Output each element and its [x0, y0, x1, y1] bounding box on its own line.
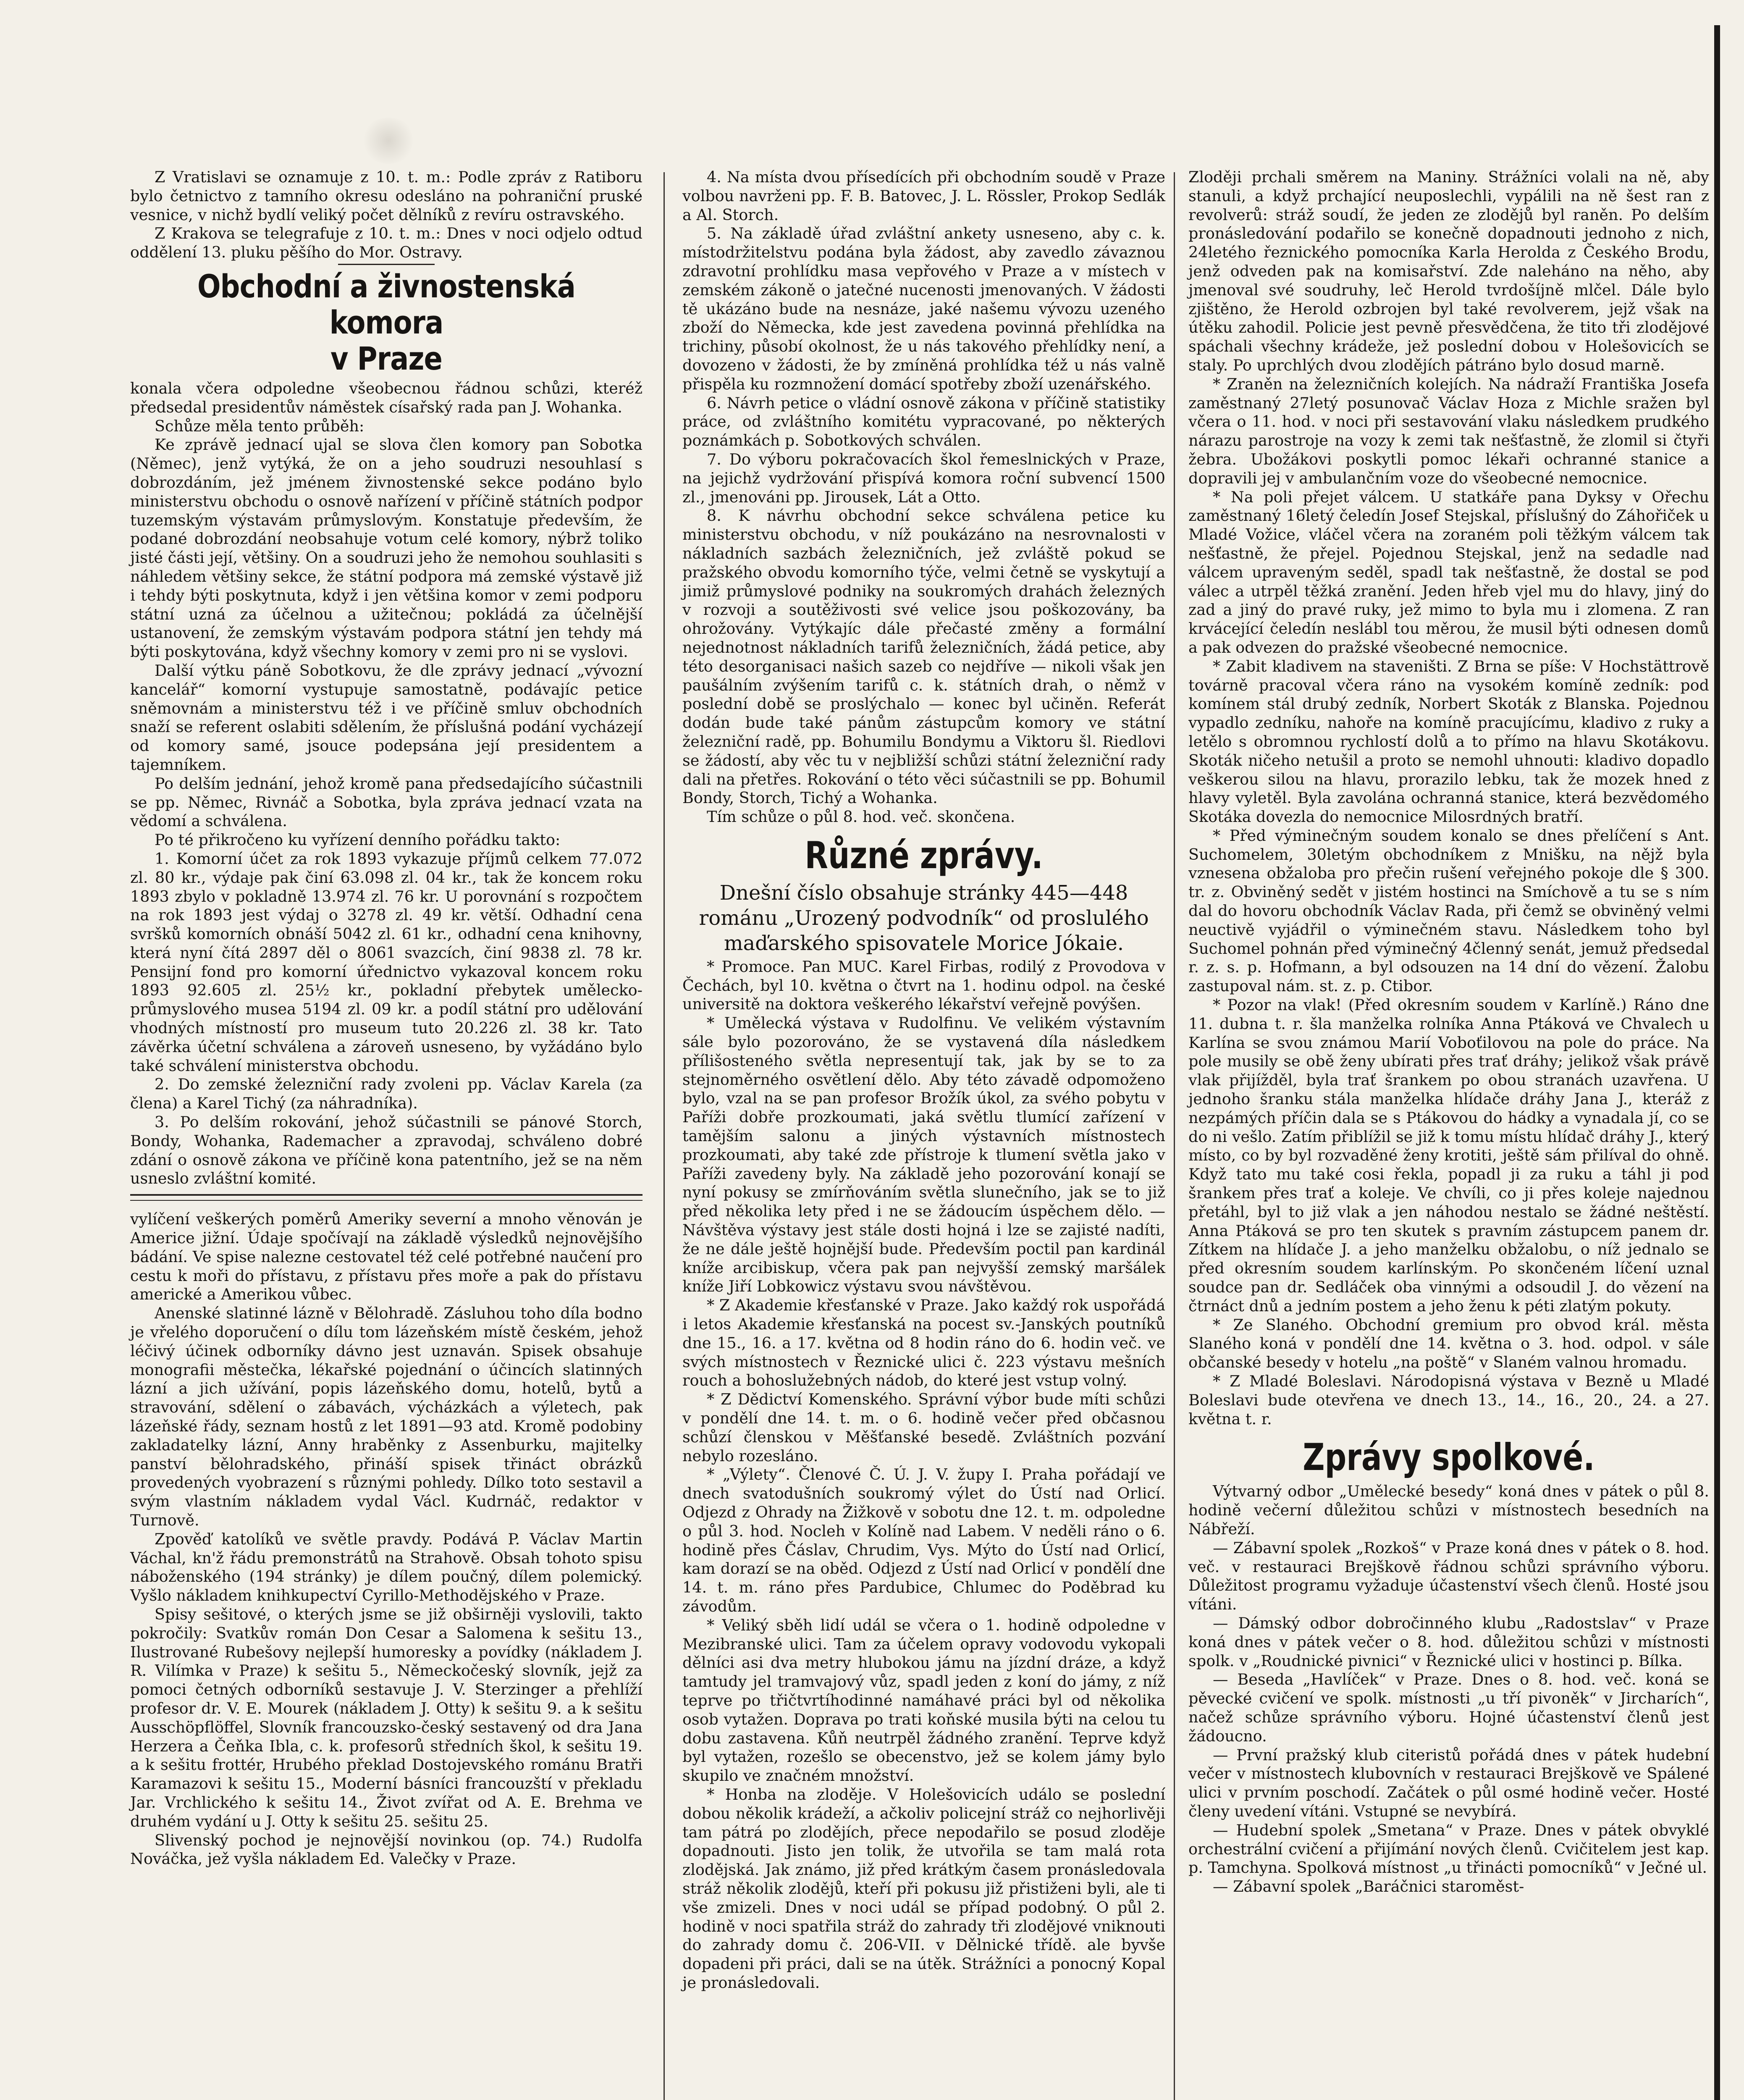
news-item: * Před výminečným soudem konalo se dnes přelíčení s Ant. Suchomelem, 30letým obchodníkem z Mnišku, na nějž byla vznesena obžaloba pro přečin rušení veřejného pokoje dle § 300. tr. z. Obviněný sedět v jistém hostinci na Smíchově a tu se s ním dal do hovoru obchodník Václav Rada, při čemž se obviněný velmi neuctivě vyjádřil o výminečném stavu. Následkem toho byl Suchomel pohnán před výminečný 4členný senát, jemuž předsedal r. z. s. p. Hofmann, a byl odsouzen na 14 dní do vězení. Žalobu zastupoval nám. st. z. p. Ctibor. [1188, 826, 1709, 995]
page-edge-rule [1714, 25, 1720, 2100]
column-divider-1 [664, 172, 665, 2100]
review-paragraph: Anenské slatinné lázně v Bělohradě. Zásluhou toho díla bodno je vřelého doporučení o dílu tom lázeňském místě českém, jehož léčivý účinek odborníky dávno jest uznaván. Spisek obsahuje monografii městečka, lékařské pojednání o účincích slatinných lázní a jich užívání, popis lázeňského domu, hotelů, bytů a stravování, sdělení o zábavách, výcházkách a výletech, pak lázeňské řády, seznam hostů z let 1891—93 atd. Kromě podobiny zakladatelky lázní, Anny hraběnky z Assenburku, majitelky panství bělohradského, přináší spisek třináct obrázků provedených vyobrazení s různými pohledy. Dílko toto sestavil a svým vlastním nákladem vydal Václ. Kudrnáč, redaktor v Turnově. [130, 1304, 643, 1529]
article-paragraph: Další výtku páně Sobotkovu, že dle zprávy jednací „vývozní kancelář“ komorní vystupuje samostatně, podávajíc petice sněmovnám a ministerstvu též i ve příčině smluv obchodních snaží se referent oslabiti sdělením, že příslušná podání vycházejí od komory samé, jsouce podepsána její presidentem a tajemníkem. [130, 661, 643, 774]
club-notice: — První pražský klub citeristů pořádá dnes v pátek hudební večer v místnostech klubovních v restauraci Brejškově ve Spálené ulici v prvním poschodí. Začátek o půl osmé hodině večer. Hosté členy uvedení vítáni. Vstupné se nevybírá. [1188, 1746, 1709, 1820]
news-item: * Veliký sběh lidí udál se včera o 1. hodině odpoledne v Mezibranské ulici. Tam za účelem opravy vodovodu vykopali dělníci asi dva metry hlubokou jámu na jízdní dráze, a když tamtudy jel tramvajový vůz, spadl jeden z koní do jámy, z níž teprve po třičtvrtíhodinné namáhavé práci byl od několika osob vytažen. Doprava po trati koňské musila býti na celou tu dobu zastavena. Kůň neutrpěl žádného zranění. Teprve když byl vytažen, rozešlo se obecenstvo, jež se kolem jámy bylo skupilo ve značném množství. [682, 1616, 1165, 1785]
article-paragraph: 4. Na místa dvou přísedících při obchodním soudě v Praze volbou navrženi pp. F. B. Batovec, J. L. Rössler, Prokop Sedlák a Al. Storch. [682, 168, 1165, 224]
news-item: Zloději prchali směrem na Maniny. Strážníci volali na ně, aby stanuli, a když prchající neuposlechli, vypálili na ně šest ran z revolverů: stráž soudí, že jeden ze zlodějů byl raněn. Po delším pronásledování podařilo se konečně dopadnouti jednoho z nich, 24letého řeznického pomocníka Karla Herolda z Českého Brodu, jenž odveden pak na komisařství. Zde naleháno na něho, aby jmenoval své soudruhy, leč Herold tvrdošíjně mlčel. Dále bylo zjištěno, že Herold ozbrojen byl také revolverem, jejž však na útěku zahodil. Policie jest pevně přesvědčena, že tito tři zlodějové spáchali všechny krádeže, jež poslední dobou v Holešovicích se staly. Po uprchlých dvou zlodějích pátráno bylo dosud marně. [1188, 168, 1709, 374]
double-divider [130, 1194, 643, 1201]
article-paragraph: 7. Do výboru pokračovacích škol řemeslnických v Praze, na jejichž vydržování přispívá komora roční subvencí 1500 zl., jmenováni pp. Jirousek, Lát a Otto. [682, 450, 1165, 506]
article-paragraph: 8. K návrhu obchodní sekce schválena petice ku ministerstvu obchodu, v níž poukázáno na nesrovnalosti v nákladních sazbách železničních, jež zvláště pokud se pražského obvodu komorního týče, velmi četně se vyskytují a jimiž průmyslové podniky na soukromých drahách železných v rozvoji a soutěživosti své velice jsou poškozovány, ba ohrožovány. Vytýkajíc dále přečasté změny a formální nejednotnost nákladních tarifů železničních, žádá petice, aby této desorganisaci našich sazeb co nejdříve — nikoli však jen paušálním zvýšením tarifů c. k. státních drah, o němž v poslední době se proslýchalo — konec byl učiněn. Referát dodán bude také pánům zástupcům komory ve státní železniční radě, pp. Bohumilu Bondymu a Viktoru šl. Riedlovi se žádostí, aby věc tu v nejbližší schůzi státní železniční rady dali na přetřes. Rokování o této věci súčastnili se pp. Bohumil Bondy, Storch, Tichý a Wohanka. [682, 507, 1165, 807]
article-paragraph: Tím schůze o půl 8. hod. več. skončena. [707, 808, 1015, 826]
club-notice: — Zábavní spolek „Baráčnici staroměst- [1213, 1877, 1524, 1896]
article-paragraph: Po delším jednání, jehož kromě pana předsedajícího súčastnili se pp. Němec, Rivnáč a Sobotka, byla zpráva jednací vzata na vědomí a schválena. [130, 774, 643, 830]
news-item-krakow: Z Krakova se telegrafuje z 10. t. m.: Dnes v noci odjelo odtud oddělení 13. pluku pěšího do Mor. Ostravy. [130, 224, 643, 262]
news-item: * Umělecká výstava v Rudolfinu. Ve velikém výstavním sále bylo pozorováno, že se vystavená díla následkem přílišosteného světla nepresentují tak, jak by se to za stejnoměrného osvětlení dělo. Aby této závadě odpomoženo bylo, vzal na se pan profesor Brožík úkol, za svého pobytu v Paříži dobře prozkoumati, jaká světlu tlumící zařízení v tamějším salonu a jiných výstavních místnostech prozkoumati, aby také zde přístroje k tlumení světla jako v Paříži zavedeny byly. Na základě jeho pozorování konají se nyní pokusy se zmírňováním světla slunečního, jak se to již před několika lety před i ne se žádoucím úspěchem dělo. — Návštěva výstavy jest stále dosti hojná i lze se zajisté nadíti, že ne dále ještě hojnější bude. Především poctil pan kardinál kníže arcibiskup, včera pak pan nejvyšší zemský maršálek kníže Jiří Lobkowicz výstavu svou návštěvou. [682, 1014, 1165, 1296]
club-notice: — Beseda „Havlíček“ v Praze. Dnes o 8. hod. več. koná se pěvecké cvičení ve spolk. místnosti „u tří pivoněk“ v Jircharích“, načež schůze správního výboru. Hojné účastenství členů jest žádoucno. [1188, 1670, 1709, 1745]
news-item: * Honba na zloděje. V Holešovicích událo se poslední dobou několik krádeží, a ačkoliv policejní stráž co nejhorlivěji tam pátrá po zlodějích, přece nepodařilo se posud zloděje dopadnouti. Jisto jen tolik, že utvořila se tam malá rota zlodějská. Jak známo, již před krátkým časem pronásledovala stráž několik zlodějů, kteří při pokusu již přistiženi byli, ale ti vše zmizeli. Dnes v noci udál se případ podobný. O půl 2. hodině v noci spatřila stráž do zahrady tři zlodějové vniknouti do zahrady domu č. 206-VII. v Dělnické třídě. ale byvše dopadeni při práci, dali se na útěk. Strážníci a ponocný Kopal je pronásledovali. [682, 1785, 1165, 1992]
news-item: * Ze Slaného. Obchodní gremium pro obvod král. města Slaného koná v pondělí dne 14. května o 3. hod. odpol. v sále občanské besedy v hotelu „na poště“ v Slaném valnou hromadu. [1188, 1315, 1709, 1372]
article-paragraph: 3. Po delším rokování, jehož súčastnili se pánové Storch, Bondy, Wohanka, Rademacher a zpravodaj, schváleno dobré zdání o osnově zákona ve příčině kona patentního, jež se na něm usneslo zvláštní komité. [130, 1113, 643, 1188]
news-item: * Promoce. Pan MUC. Karel Firbas, rodilý z Provodova v Čechách, byl 10. května o čtvrt na 1. hodinu odpol. na české universitě na doktora veškerého lékařství veřejně povýšen. [682, 957, 1165, 1013]
news-item: * Zraněn na železničních kolejích. Na nádraží Františka Josefa zaměstnaný 27letý posunovač Václav Hoza z Michle sražen byl včera o 11. hod. v noci při sestavování vlaku následkem prudkého nárazu parostroje na vozy k zemi tak nešťastně, že zlomil si čtyři žebra. Ubožákovi poskytli pomoc lékaři ochranné stanice a dopravili jej v ambulančním voze do všeobecné nemocnice. [1188, 375, 1709, 487]
article-paragraph: Ke zprávě jednací ujal se slova člen komory pan Sobotka (Němec), jenž vytýká, že on a jeho soudruzi nesouhlasí s dobrozdáním, jež jménem živnostenské sekce podáno bylo ministerstvu obchodu o osnově nařízení v příčině státních podpor tuzemským výstavám průmyslovým. Konstatuje především, že podané dobrozdání neobsahuje votum celé komory, nýbrž toliko jisté části její, většiny. On a soudruzi jeho že nemohou souhlasiti s náhledem většiny sekce, že státní podpora má zemské výstavě již i tehdy býti poskytnuta, když i jen většina komor v zemi podporu státní uzná za účelnou a užitečnou; pokládá za účelnější ustanovení, že zemským výstavám podpora státní jen tehdy má býti poskytována, když všechny komory v zemi pro ni se vyslovi. [130, 436, 643, 661]
article-paragraph: 5. Na základě úřad zvláštní ankety usneseno, aby c. k. místodržitelstvu podána byla žádost, aby zavedlo závaznou zdravotní prohlídku masa vepřového v Praze a v místech v zemském zákoně o jatečné nucenosti jmenovaných. V žádosti tě ukázáno bude na nesnáze, jaké našemu vývozu uzeného zboží do Německa, kde jest zavedena povinná přehlídka na trichiny, působí okolnost, že u nás takového přehlídky není, a dovozeno v žádosti, že by zmíněná prohlídka též u nás valně přispěla ku rozmnožení domácí spotřeby zboží uzenářského. [682, 224, 1165, 393]
news-item: * Z Mladé Boleslavi. Národopisná výstava v Bezně u Mladé Boleslavi bude otevřena ve dnech 13., 14., 16., 20., 24. a 27. května t. r. [1188, 1372, 1709, 1428]
article-paragraph: Po té přikročeno ku vyřízení denního pořádku takto: [155, 831, 561, 849]
news-item: * Z Dědictví Komenského. Správní výbor bude míti schůzi v pondělí dne 14. t. m. o 6. hodině večer před občasnou schůzí členskou v Měšťanské besedě. Zvláštních pozvání nebylo rozesláno. [682, 1390, 1165, 1465]
headline-line-1: Obchodní a živnostenská komora [197, 267, 576, 341]
article-paragraph: 6. Návrh petice o vládní osnově zákona v příčině statistiky práce, od zvláštního komitétu vypracované, po některých poznámkách p. Sobotkových schválen. [682, 394, 1165, 450]
news-item: * „Výlety“. Členové Č. Ú. J. V. župy I. Praha pořádají ve dnech svatodušních soukromý výlet do Ústí nad Orlicí. Odjezd z Ohrady na Žižkově v sobotu dne 12. t. m. odpoledne o půl 3. hod. Nocleh v Kolíně nad Labem. V neděli ráno o 6. hodině přes Čáslav, Chrudim, Vys. Mýto do Ústí nad Orlicí, kam dorazí se na oběd. Odjezd z Ústí nad Orlicí v pondělí dne 14. t. m. ráno přes Pardubice, Chlumec do Poděbrad ku závodům. [682, 1465, 1165, 1615]
headline-line-2: v Praze [330, 339, 442, 377]
review-paragraph: vylíčení veškerých poměrů Ameriky severní a mnoho věnován je Americe jižní. Údaje spočívají na základě výsledků nejnovějšího bádání. Ve spise nalezne cestovatel též celé potřebné naučení pro cestu k moři do přístavu, z přístavu přes moře a pak do přístavu americké a Amerikou vůbec. [130, 1210, 643, 1304]
news-item-vratislav: Z Vratislavi se oznamuje z 10. t. m.: Podle zpráv z Ratiboru bylo četnictvo z tamního okresu odesláno na pohraniční pruské vesnice, v nichž bydlí veliký počet dělníků z revíru ostravského. [130, 168, 643, 224]
section-heading-various: Různé zprávy. [805, 833, 1043, 877]
news-item: * Zabit kladivem na staveništi. Z Brna se píše: V Hochstättrově továrně pracoval včera ráno na vysokém komíně zedník: pod komínem stál drubý zedník, Norbert Skoták z Blanska. Pojednou vypadlo zedníku, nahoře na komíně pracujícímu, kladivo z ruky a letělo s obromnou rychlostí dolů a to přímo na hlavu Skotákovu. Skoták ničeho netušil a proto se nemohl uhnouti: kladivo dopadlo veškerou silou na hlavu, prorazilo lebku, tak že mozek hned z hlavy vyletěl. Byla zavolána ochranná stanice, která bezvědomého Skotáka dovezla do nemocnice Milosrdných bratří. [1188, 657, 1709, 826]
article-paragraph: 2. Do zemské železniční rady zvoleni pp. Václav Karela (za člena) a Karel Tichý (za náhradníka). [130, 1075, 643, 1113]
news-item: * Z Akademie křesťanské v Praze. Jako každý rok uspořádá i letos Akademie křesťanská na pocest sv.-Janských poutníků dne 15., 16. a 17. května od 8 hodin ráno do 6. hodin več. ve svých místnostech v Řeznické ulici č. 223 výstavu mešních rouch a bohoslužebných nádob, do které jest vstup volný. [682, 1296, 1165, 1390]
review-paragraph: Slivenský pochod je nejnovější novinkou (op. 74.) Rudolfa Nováčka, jež vyšla nákladem Ed. Valečky v Praze. [130, 1831, 643, 1868]
column-3 [1188, 168, 1709, 1896]
article-paragraph: Schůze měla tento průběh: [155, 417, 365, 435]
headline-chamber [166, 268, 606, 377]
article-paragraph: konala včera odpoledne všeobecnou řádnou schůzi, kteréž předsedal presidentův náměstek císařský rada pan J. Wohanka. [130, 379, 643, 416]
news-item: * Pozor na vlak! (Před okresním soudem v Karlíně.) Ráno dne 11. dubna t. r. šla manželka rolníka Anna Ptáková ve Chvalech u Karlína se svou známou Marií Voboťilovou na pole do práce. Na pole musily se obě ženy ubírati přes trať dráhy; jelikož však právě vlak přijížděl, byla trať šrankem po obou stranách uzavřena. U jednoho šranku stála manželka hlídače dráhy Jana J., kteráž z nezpámých příčin dala se s Ptákovou do hádky a vynadala jí, co se do ni vešlo. Zatím přiblížil se již k tomu místu hlídač dráhy J., který místo, co by byl rozvaděné ženy krotiti, ještě sám přilíval do ohně. Když tato mu také cosi řekla, popadl ji za ruku a táhl ji pod šrankem přes trať a koleje. Ve chvíli, co ji přes koleje najednou přetáhl, byl to již vlak a jen náhodou nestalo se žádné neštěstí. Anna Ptáková se pro ten skutek s pravním zástupcem panem dr. Zítkem na hlídače J. a jeho manželku obžalobu, o níž jednalo se před okresním soudem karlínským. Po skončeném líčení uznal soudce pan dr. Sedláček oba vinnými a odsoudil J. do vězení na čtrnáct dnů a jedním postem a jeho ženu k péti zlatým pokuty. [1188, 996, 1709, 1315]
novel-notice: Dnešní číslo obsahuje stránky 445—448 románu „Urozený podvodník“ od proslulého maďarského spisovatele Morice Jókaie. [699, 881, 1149, 955]
review-paragraph: Spisy sešitové, o kterých jsme se již obširněji vyslovili, takto pokročily: Svatkův román Don Cesar a Salomena k sešitu 13., Ilustrované Rubešovy nejlepší humoresky a povídky (nákladem J. R. Vilímka v Praze) k sešitu 5., Německočeský slovník, jejž za pomoci četných odborníků sestavuje J. V. Sterzinger a přehlíží profesor dr. V. E. Mourek (nákladem J. Otty) k sešitu 9. a k sešitu Ausschöpflöffel, Slovník francouzsko-český sestavený od dra Jana Herzera a Čeňka Ibla, c. k. profesorů středních škol, k sešitu 19. a k sešitu frottér, Hrubého překlad Dostojevského románu Bratři Karamazovi k sešitu 15., Moderní básníci francouzští v překladu Jar. Vrchlického k sešitu 14., Život zvířat od A. E. Brehma ve druhém vydání u J. Otty k sešitu 25. sešitu 25. [130, 1605, 643, 1830]
scan-blemish [361, 118, 416, 164]
review-paragraph: Zpověď katolíků ve světle pravdy. Podává P. Václav Martin Váchal, kn'ž řádu premonstrátů na Strahově. Obsah tohoto spisu náboženského (194 stránky) je dílem poučný, dílem polemický. Vyšlo nákladem knihkupectví Cyrillo-Methodějského v Praze. [130, 1530, 643, 1605]
club-notice: Výtvarný odbor „Umělecké besedy“ koná dnes v pátek o půl 8. hodině večerní důležitou schůzi v místnostech besedních na Nábřeží. [1188, 1482, 1709, 1538]
club-notice: — Dámský odbor dobročinného klubu „Radostslav“ v Praze koná dnes v pátek večer o 8. hod. důležitou schůzi v místnosti spolk. v „Roudnické pivnici“ v Řeznické ulici v hostinci p. Bílka. [1188, 1614, 1709, 1670]
section-heading-clubs: Zprávy spolkové. [1303, 1436, 1595, 1479]
club-notice: — Zábavní spolek „Rozkoš“ v Praze koná dnes v pátek o 8. hod. več. v restauraci Brejškově řádnou schůzi správního výboru. Důležitost programu vyžaduje účastenství všech členů. Hosté jsou vítáni. [1188, 1538, 1709, 1614]
news-item: * Na poli přejet válcem. U statkáře pana Dyksy v Ořechu zaměstnaný 16letý čeledín Josef Stejskal, příslušný do Záhořiček u Mladé Vožice, vláčel včera na zoraném poli těžkým válcem tak nešťastně, že přejel. Pojednou Stejskal, jenž na sedadle nad válcem upraveným seděl, spadl tak nešťastně, že dostal se pod válec a utrpěl těžká zranění. Jeden hřeb vjel mu do hlavy, jiný do zad a jiný do pravé ruky, jež mimo to byla mu i zlomena. Z ran krvácející čeledín neslábl tou měrou, že musil býti odnesen domů a pak odvezen do pražské všeobecné nemocnice. [1188, 488, 1709, 656]
short-divider [338, 264, 435, 265]
column-2 [682, 168, 1165, 1992]
column-1 [130, 168, 643, 1869]
club-notice: — Hudební spolek „Smetana“ v Praze. Dnes v pátek obvyklé orchestrální cvičení a přijímání nových členů. Cvičitelem jest kap. p. Tamchyna. Spolková místnost „u třinácti pomocníků“ v Ječné ul. [1188, 1821, 1709, 1877]
article-paragraph: 1. Komorní účet za rok 1893 vykazuje příjmů celkem 77.072 zl. 80 kr., výdaje pak činí 63.098 zl. 04 kr., tak že koncem roku 1893 zbylo v pokladně 13.974 zl. 76 kr. U porovnání s rozpočtem na rok 1893 jest výdaj o 3278 zl. 49 kr. větší. Odhadní cena svršků komorních obnáší 5042 zl. 61 kr., odhadní cena knihovny, která nyní čítá 2897 děl o 8061 svazcích, činí 9838 zl. 78 kr. Pensijní fond pro komorní úřednictvo vykazoval koncem roku 1893 92.605 zl. 25½ kr., pokladní přebytek umělecko-průmyslového musea 5194 zl. 09 kr. a podíl státní pro udělování vhodných místností pro museum tuto 20.226 zl. 38 kr. Tato závěrka účetní schválena a zároveň usneseno, by vyžádáno bylo také schválení ministerstva obchodu. [130, 849, 643, 1075]
column-divider-2 [1174, 172, 1175, 2100]
